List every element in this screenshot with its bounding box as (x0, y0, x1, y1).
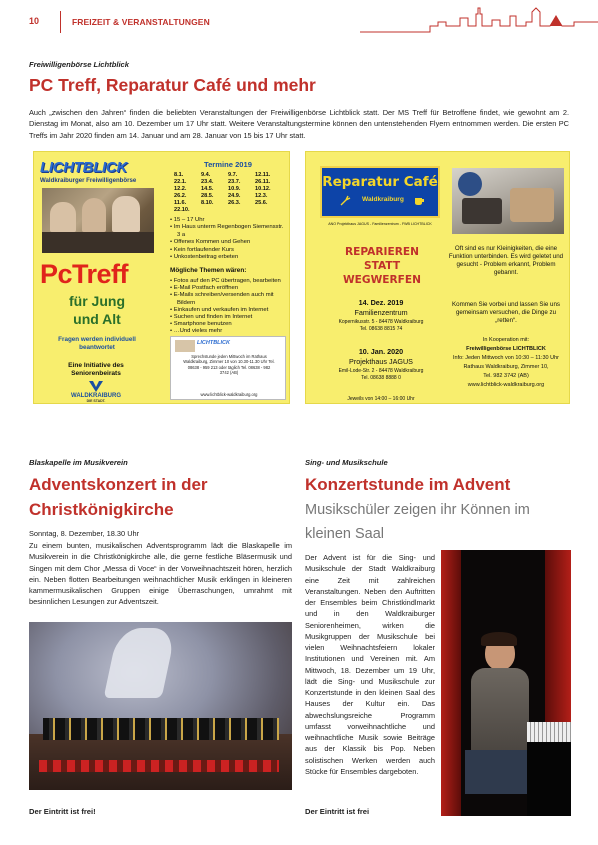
termine-date: 9.7. (228, 172, 238, 178)
concert-photo (29, 622, 292, 790)
skyline-icon (360, 4, 598, 38)
theme-item: • E-Mail Postfach eröffnen (170, 285, 239, 292)
cup-icon (414, 196, 426, 206)
lichtblick-logo: LICHTBLICK Waldkraiburger Freiwilligenbörse (40, 159, 137, 184)
opening-hours: Jeweils von 14:00 – 16:00 Uhr (347, 396, 415, 402)
article3-free-entry: Der Eintritt ist frei (305, 807, 370, 816)
termine-dates (174, 172, 282, 213)
info-item: • Unkostenbeitrag erbeten (170, 254, 239, 261)
bullet-icon: • (170, 224, 174, 231)
contact-url[interactable]: www.lichtblick-waldkraiburg.org (200, 392, 258, 397)
article1-kicker: Freiwilligenbörse Lichtblick (29, 60, 130, 69)
bullet-icon: • (170, 239, 174, 246)
article3-title: Konzertstunde im Advent (305, 475, 511, 494)
article2-free-entry: Der Eintritt ist frei! (29, 807, 96, 816)
theme-item: • Einkaufen und verkaufen im Internet (170, 306, 269, 313)
article3-subtitle: Musikschüler zeigen ihr Können im kleinen Saal (305, 502, 530, 542)
info-item: • Im Haus unterm Regenbogen Siemensstr. 3 a (170, 224, 284, 238)
termine-date: 10.9. (228, 185, 241, 192)
termine-date: 26.11. (255, 178, 271, 185)
page-number: 10 (29, 16, 40, 26)
repair-slogan: REPARIEREN STATT WEGWERFEN (342, 246, 422, 286)
termine-date: 24.9. (228, 192, 241, 199)
info-item: • Offenes Kommen und Gehen (170, 239, 251, 246)
theme-item: • …Und vieles mehr (170, 328, 223, 335)
pc-treff-photo (42, 188, 154, 253)
pc-treff-flyer (33, 151, 290, 404)
bullet-icon: • (170, 254, 174, 261)
header-divider (60, 11, 61, 33)
pc-treff-questions: Fragen werden individuell beantwortet (58, 336, 136, 351)
pc-treff-initiative: Eine Initiative des Seniorenbeirats (68, 362, 124, 377)
repair-description: Oft sind es nur Kleinigkeiten, die eine Funktion unterbinden. Es wird geletet und gesucht - Problem erkannt, Problem gebannt. (448, 245, 564, 276)
theme-item: • Suchen und finden im Internet (170, 314, 253, 321)
themes-list (170, 278, 288, 336)
bullet-icon: • (170, 328, 174, 335)
page-header (0, 0, 598, 38)
invite-text: Kommen Sie vorbei und lassen Sie uns gemeinsam versuchen, die Dinge zu „retten“. (452, 301, 560, 324)
bullet-icon: • (170, 217, 174, 223)
termine-date: 26.3. (228, 199, 241, 206)
bullet-icon: • (170, 321, 174, 328)
bullet-icon: • (170, 314, 174, 321)
termine-date: 28.5. (201, 192, 214, 199)
shield-logo-icon (88, 380, 104, 393)
termine-date: 22.10. (174, 206, 190, 213)
termine-date: 26.2. (174, 192, 187, 199)
termine-date: 25.6. (255, 199, 268, 206)
pc-treff-tagline: für Jung und Alt (69, 293, 125, 327)
termine-date: 12.11. (255, 172, 271, 178)
termine-date: 23.7. (228, 178, 241, 185)
bullet-icon: • (170, 285, 174, 292)
piano-photo (441, 550, 571, 816)
cooperation: In Kooperation mit: Freiwilligenbörse LICHTBLICK Info: Jeden Mittwoch von 10:30 – 11:30 Uhr Rathaus Waldkraiburg, Zimmer 10, Tel. 982 3742 (AB) www.lichtblick-waldkraiburg.org (446, 336, 566, 390)
section-title: FREIZEIT & VERANSTALTUNGEN (72, 17, 210, 27)
termine-date: 8.10. (201, 199, 214, 206)
bullet-icon: • (170, 246, 174, 253)
article3-kicker: Sing- und Musikschule (305, 458, 388, 467)
termine-date: 23.4. (201, 178, 214, 185)
termine-date: 11.6. (174, 199, 187, 206)
city-name: WALDKRAIBURG (71, 393, 121, 399)
article1-title: PC Treff, Reparatur Café und mehr (29, 75, 316, 95)
info-list (170, 217, 288, 261)
theme-item: • Smartphone benutzen (170, 321, 232, 328)
article3-body: Der Advent ist für die Sing- und Musikschule der Stadt Waldkraiburg eine Zeit mit zahlreichen Veranstaltungen. Neben den Auftritten der Ensembles beim Christkindlmarkt und in den Waldkraiburger Seniorenheimen, wirken die Musikgruppen der Musikschule bei vielen Weihnachtsfeiern lokaler Institutionen und Vereinen mit. Am Mittwoch, 18. Dezember um 19 Uhr, lädt die Sing- und Musikschule zur Konzertstunde in den kleinen Saal des Hauses der Kultur ein. Das abwechslungsreiche Programm umfasst vorweihnachtliche und weihnachtliche Musik sowie Beiträge aus der Klassik bis Pop. Neben solistischen Werken werden auch Stücke für Ensembles dargeboten. (305, 553, 435, 776)
city-slogan: DIE STADT. (86, 399, 106, 403)
article2-kicker: Blaskapelle im Musikverein (29, 458, 128, 467)
termine-date: 10.12. (255, 185, 271, 192)
pc-treff-title: PcTreff (40, 259, 129, 289)
termine-date: 12.2. (174, 185, 187, 192)
article2-body: Zu einem bunten, musikalischen Adventsprogramm lädt die Blaskapelle im Musikverein in die Christkönigkirche alle, die gerne festliche Bläsermusik und Singen mit dem Chor „Messa di Voce“ in der Vorweihnachtszeit hören, herzlich ein. Neben flotten Bearbeitungen weihnachtlicher Musik erklingen in kleineren kammermusikalischen Gruppen einige Überraschungen, umrahmt mit besinnlichen Lesungen zur Adventszeit. (29, 541, 292, 607)
bullet-icon: • (170, 292, 174, 299)
wrench-icon (340, 195, 351, 206)
repair-cafe-logo: Reparatur Café Waldkraiburg (320, 166, 440, 218)
article2-date: Sonntag, 8. Dezember, 18.30 Uhr (29, 529, 140, 538)
contact-photo (175, 340, 195, 352)
bullet-icon: • (170, 306, 174, 313)
bullet-icon: • (170, 278, 174, 284)
termine-title: Termine 2019 (204, 160, 252, 169)
theme-item: • Fotos auf den PC übertragen, bearbeiten (170, 278, 281, 284)
termine-date: 9.4. (201, 172, 211, 178)
repair-photo (452, 168, 564, 234)
info-item: • 15 – 17 Uhr (170, 217, 205, 223)
event1: 14. Dez. 2019 Familienzentrum Kopernikusstr. 5 - 84478 Waldkraiburg Tel. 08638 8815 74 (338, 298, 424, 332)
theme-item: • E-Mails schreiben/versenden auch mit Bildern (170, 292, 274, 306)
event2: 10. Jan. 2020 Projekthaus JAGUS Emil-Lode-Str. 2 - 84478 Waldkraiburg Tel. 08638 8888 0 (338, 347, 424, 381)
article1-body: Auch „zwischen den Jahren“ finden die beliebten Veranstaltungen der Freiwilligenbörse Lichtblick statt. Der MS Treff für Betroffene findet, wie gewohnt am 2. Dienstag im Monat, also am 10. Dezember um 17 Uhr statt. Weitere Veranstaltungstermine können den untenstehenden Flyern entnommen werden. Die ersten PC Treffs im Jahr 2020 finden am 14. Januar und am 28. Januar von 15 bis 17 Uhr statt. (29, 108, 569, 140)
termine-date: 12.3. (255, 192, 268, 199)
coop-url[interactable]: www.lichtblick-waldkraiburg.org (467, 382, 545, 388)
article2-title: Adventskonzert in der Christkönigkirche (29, 475, 208, 519)
termine-date: 14.5. (201, 185, 214, 192)
termine-date: 22.1. (174, 178, 187, 185)
info-item: • Kein fortlaufender Kurs (170, 246, 234, 253)
reparatur-cafe-flyer (305, 151, 570, 404)
contact-box: LICHTBLICK Sprechstunde jeden Mittwoch im Rathaus Waldkraiburg, Zimmer 10 von 10.30-11.30 Uhr Tel. 08638 - 959 213 oder täglich Tel. 08638 - 982 3742 (AB) www.lichtblick-waldkraiburg.org (170, 336, 286, 400)
termine-date: 8.1. (174, 172, 184, 178)
themes-title: Mögliche Themen wären: (170, 267, 247, 274)
organizer-line: ANO Projekthaus JAGUS - Familienzentrum - FWB LICHTBLICK (328, 222, 432, 226)
